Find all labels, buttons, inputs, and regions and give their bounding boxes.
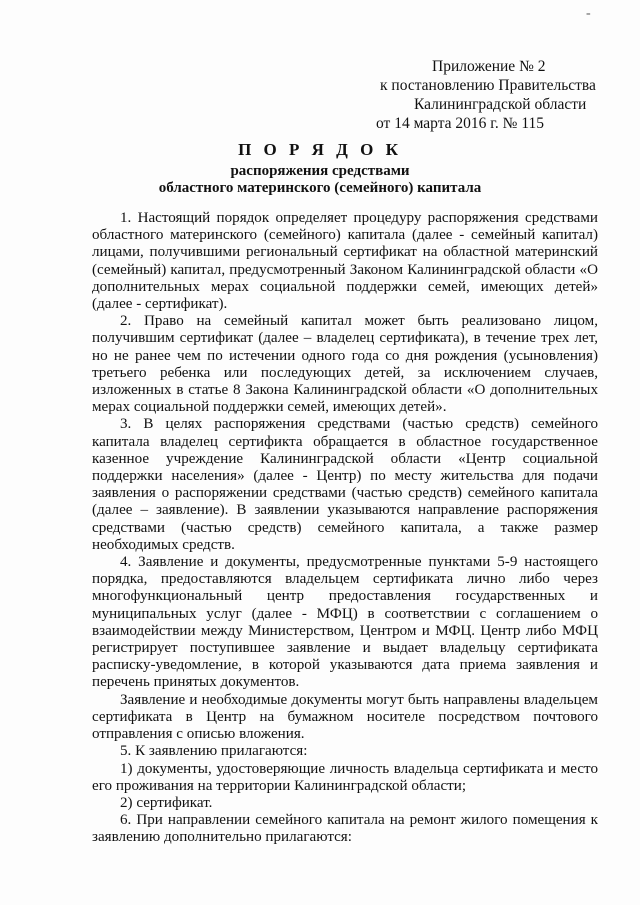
appendix-block xyxy=(376,57,606,133)
appendix-number: Приложение № 2 xyxy=(432,58,546,75)
appendix-date: от 14 марта 2016 г. № 115 xyxy=(376,115,544,132)
corner-mark: - xyxy=(586,6,591,21)
document-subtitle-1: распоряжения средствами xyxy=(230,163,410,179)
paragraph-2: 2. Право на семейный капитал может быть реализовано лицом, получившим сертификат (далее – владелец сертификата), в течение трех лет, но не ранее чем по истечении одного года со дня рождения (усыновления) третьего ребенка или последующих детей, за исключением случаев, изложенных в статье 8 Закона Калининградской области «О дополнительных мерах социальной поддержки семей, имеющих детей». xyxy=(92,313,598,416)
paragraph-5: 5. К заявлению прилагаются: xyxy=(120,743,308,760)
document-title: П О Р Я Д О К xyxy=(238,140,402,159)
document-subtitle-2: областного материнского (семейного) капитала xyxy=(158,180,482,196)
paragraph-4: 4. Заявление и документы, предусмотренные пунктами 5-9 настоящего порядка, предоставляются владельцем сертификата лично либо через многофункциональный центр предоставления государственных и муниципальных услуг (далее - МФЦ) в соответствии с соглашением о взаимодействии между Министерством, Центром и МФЦ. Центр либо МФЦ регистрирует поступившее заявление и выдает владельцу сертификата расписку-уведомление, в которой указываются дата приема заявления и перечень принятых документов. xyxy=(92,554,598,691)
appendix-region: Калининградской области xyxy=(414,96,587,113)
document-body xyxy=(92,210,598,847)
paragraph-5-item-1: 1) документы, удостоверяющие личность владельца сертификата и место его проживания на территории Калининградской области; xyxy=(92,760,598,794)
paragraph-1: 1. Настоящий порядок определяет процедуру распоряжения средствами областного материнского (семейного) капитала (далее - семейный капитал) лицами, получившими региональный сертификат на областной материнский (семейный) капитал, предусмотренный Законом Калининградской области «О дополнительных мерах социальной поддержки семей, имеющих детей» (далее - сертификат). xyxy=(92,210,598,313)
paragraph-3: 3. В целях распоряжения средствами (частью средств) семейного капитала владелец сертификта обращается в областное государственное казенное учреждение Калининградской области «Центр социальной поддержки населения» (далее - Центр) по месту жительства для подачи заявления о распоряжении средствами (частью средств) семейного капитала (далее – заявление). В заявлении указываются направление распоряжения средствами (частью средств) семейного капитала, а также размер необходимых средств. xyxy=(92,416,598,553)
appendix-resolution: к постановлению Правительства xyxy=(380,77,596,94)
paragraph-4-cont: Заявление и необходимые документы могут быть направлены владельцем сертификата в Центр на бумажном носителе посредством почтового отправления с описью вложения. xyxy=(92,691,598,743)
paragraph-6: 6. При направлении семейного капитала на ремонт жилого помещения к заявлению дополнительно прилагаются: xyxy=(92,812,598,846)
paragraph-5-item-2: 2) сертификат. xyxy=(120,794,213,811)
